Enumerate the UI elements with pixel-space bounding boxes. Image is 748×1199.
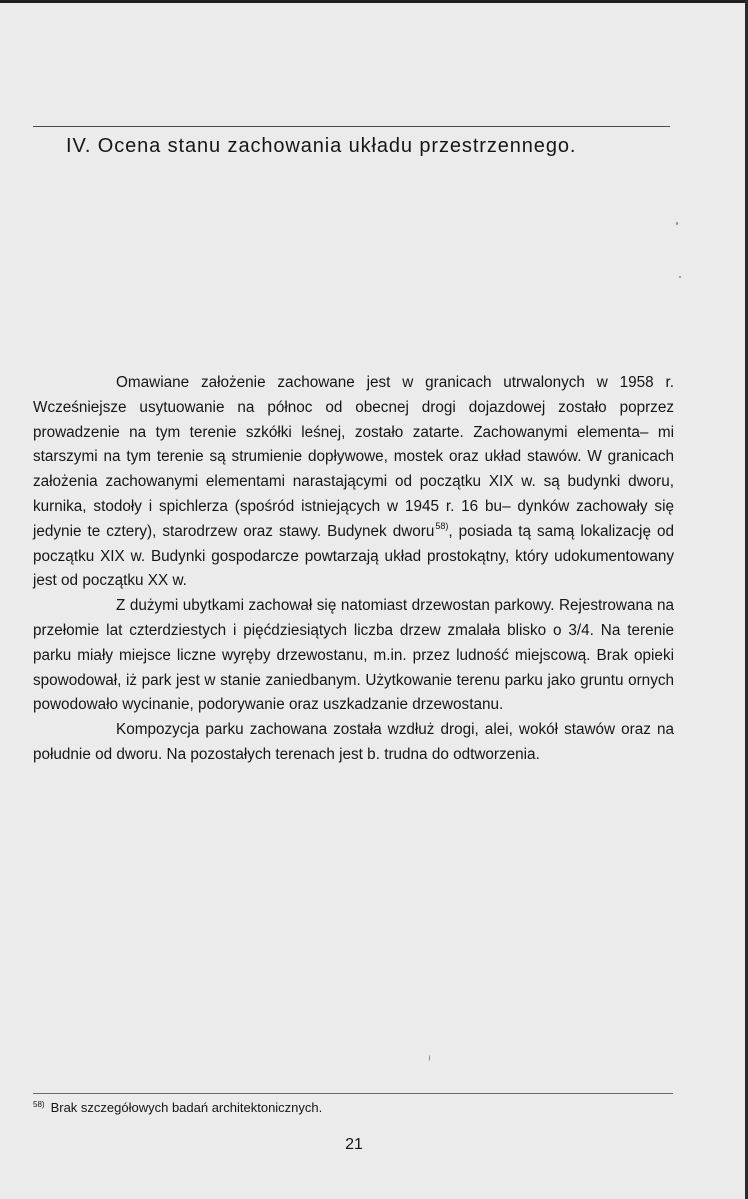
paragraph-1 — [33, 371, 674, 594]
footnote-mark: 58) — [33, 1100, 45, 1109]
body-text — [33, 371, 674, 768]
paragraph-2: Z dużymi ubytkami zachował się natomiast drzewostan parkowy. Rejestrowana na przełomie lat czterdziestych i pięćdziesiątych liczba drzew zmalała blisko o 3/4. Na terenie parku miały miejsce liczne wyręby drzewostanu, m.in. przez ludność miejscową. Brak opieki spowodował, iż park jest w stanie zaniedbanym. Użytkowanie terenu parku jako gruntu ornych powodowało wycinanie, podorywanie oraz uszkadzanie drzewostanu. — [33, 597, 674, 714]
heading-rule — [33, 126, 670, 127]
footnote-rule — [33, 1093, 673, 1094]
paragraph-3: Kompozycja parku zachowana została wzdłuż drogi, alei, wokół stawów oraz na południe od dworu. Na pozostałych terenach jest b. trudna do odtworzenia. — [33, 721, 674, 763]
page-number: 21 — [345, 1136, 363, 1153]
scan-speck — [676, 222, 678, 225]
scan-speck — [679, 276, 681, 278]
scan-speck — [429, 1055, 430, 1061]
footnote-reference: 58) — [435, 520, 449, 531]
paragraph-1-continuation: , posiada tą samą lokalizację od początku XIX w. Budynki gospodarcze powtarzają układ prostokątny, który udokumentowany jest od początku XX w. — [33, 522, 674, 590]
footnote-text: Brak szczegółowych badań architektonicznych. — [50, 1100, 323, 1115]
paragraph-1-text: Omawiane założenie zachowane jest w granicach utrwalonych w 1958 r. Wcześniejsze usytuowanie na północ od obecnej drogi dojazdowej zostało poprzez prowadzenie na tym terenie szkółki leśnej, zostało zatarte. Zachowanymi elementa– mi starszymi na tym terenie są strumienie dopływowe, mostek oraz układ stawów. W granicach założenia zachowanymi elementami narastającymi od początku XIX w. są budynki dworu, kurnika, stodoły i spichlerza (spośród istniejących w 1945 r. 16 bu– dynków zachowały się jedynie te cztery), starodrzew oraz stawy. Budynek dworu — [33, 374, 674, 540]
footnote — [33, 1098, 673, 1118]
scan-edge-top — [0, 0, 748, 3]
section-heading: IV. Ocena stanu zachowania układu przestrzennego. — [66, 135, 577, 157]
